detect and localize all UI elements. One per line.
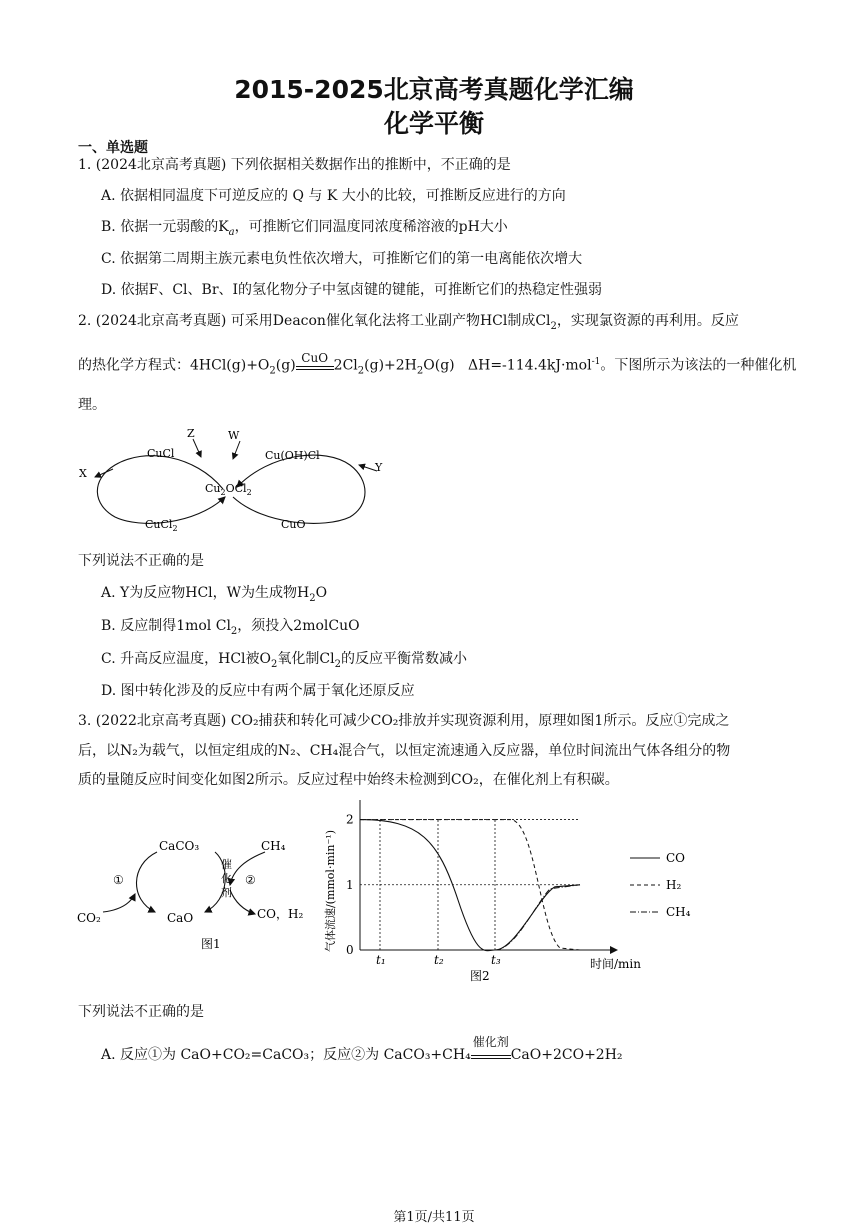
q2-prompt: 下列说法不正确的是 (78, 553, 204, 569)
figure-caption: 图2 (470, 969, 490, 983)
fig1-cat1: 催 (221, 858, 232, 871)
q2-catalyst-arrow (296, 350, 334, 370)
fig1-co2: CO₂ (77, 911, 101, 925)
q2-stem-b: ，实现氯资源的再利用。反应 (556, 313, 739, 329)
q2-b-text: B. 反应制得1mol Cl (101, 618, 231, 634)
fig1-cao: CaO (167, 911, 194, 925)
q2-dh-sup: -1 (591, 357, 601, 367)
q2-b-end: ，须投入2molCuO (237, 618, 360, 634)
section-heading: 一、单选题 (78, 140, 148, 156)
q1-option-b-sub: a (228, 226, 235, 238)
label-z: Z (187, 427, 195, 440)
q2-c-sub2: 2 (334, 658, 341, 670)
y-axis-label: 气体流速/(mmol·min⁻¹) (324, 830, 337, 953)
label-cu2ocl2: $Cu_2OCl_2$ (205, 482, 252, 497)
fig1-ch4: CH₄ (261, 839, 286, 853)
label-y: Y (375, 461, 383, 474)
q2-option-d: D. 图中转化涉及的反应中有两个属于氧化还原反应 (101, 683, 415, 699)
q3-a-text: A. 反应①为 CaO+CO₂=CaCO₃；反应②为 CaCO₃+CH₄ (101, 1047, 471, 1063)
q2-option-b (101, 615, 360, 637)
legend-label-3: CH₄ (666, 905, 691, 919)
fig1-caco3: CaCO₃ (159, 839, 200, 853)
q1-option-b-rest: ，可推断它们同温度同浓度稀溶液的pH大小 (234, 219, 508, 235)
q2-eq-e: O(g) (423, 357, 455, 374)
y-tick-2: 2 (346, 812, 354, 827)
q2-eq-a: 的热化学方程式：4HCl(g)+O (78, 357, 270, 374)
series-ch4 (495, 885, 580, 950)
x-tick-2: t₂ (434, 953, 444, 967)
q2-c-sub: 2 (271, 658, 278, 670)
q2-option-a (101, 582, 327, 604)
page-number: 第1页/共11页 (393, 1210, 475, 1225)
fig1-step1: ① (113, 873, 124, 887)
q2-c-end: 的反应平衡常数减小 (340, 651, 467, 667)
fig1-step2: ② (245, 873, 256, 887)
q2-b-sub: 2 (230, 625, 238, 637)
question-2-stem-line2: 的热化学方程式：$4HCl(g)+O_2(g)$ CuO $2Cl_2(g)+2H_2O(g)$ ΔH=-114.4kJ·mol$^{-1}$。下图所示为该法的一种催化机 (78, 352, 796, 381)
label-cucl: CuCl (147, 447, 175, 460)
q2-c-mid: 氧化制Cl (277, 651, 335, 667)
fig1-cat2: 化 (221, 872, 232, 885)
label-cuohcl: Cu(OH)Cl (265, 449, 320, 462)
q3-stem-line2: 后，以N₂为载气，以恒定组成的N₂、CH₄混合气，以恒定流速通入反应器，单位时间流出气体各组分的物 (78, 743, 731, 759)
q2-eq-f: 。下图所示为该法的一种催化机 (600, 357, 797, 374)
q3-prompt: 下列说法不正确的是 (78, 1004, 204, 1020)
label-cuo: CuO (281, 518, 306, 531)
q1-option-b-text: B. 依据一元弱酸的K (101, 219, 229, 235)
q2-eq-b: (g) (275, 357, 296, 374)
fig1-products: CO，H₂ (257, 907, 304, 921)
q2-eq-c: 2Cl (333, 357, 358, 374)
q2-a-end: O (315, 585, 328, 601)
q2-eq-d: (g)+2H (364, 357, 417, 374)
q3-stem-line3: 质的量随反应时间变化如图2所示。反应过程中始终未检测到CO₂，在催化剂上有积碳。 (78, 772, 619, 788)
y-tick-0: 0 (346, 943, 354, 957)
label-x: X (79, 467, 87, 480)
q3-catalyst: 催化剂 (472, 1035, 509, 1049)
q2-c-text: C. 升高反应温度，HCl被O (101, 651, 271, 667)
q1-option-b (101, 216, 508, 238)
q2-dh: ΔH=-114.4kJ·mol (468, 357, 592, 374)
q2-catalyst: CuO (301, 350, 329, 365)
q3-option-a (101, 1035, 623, 1064)
question-2-stem-line1 (78, 311, 739, 337)
q2-eq-sub: 2 (269, 365, 276, 377)
q2-mechanism-diagram (75, 425, 395, 540)
label-cucl2: CuCl$_2$ (145, 518, 178, 533)
q2-stem-sub: 2 (550, 320, 557, 332)
question-1-stem: 1. (2024北京高考真题) 下列依据相关数据作出的推断中，不正确的是 (78, 157, 511, 173)
q3-catalyst-arrow (471, 1035, 511, 1059)
q2-a-sub: 2 (309, 592, 316, 604)
page-title: 2015-2025北京高考真题化学汇编 (234, 75, 634, 104)
q1-option-d: D. 依据F、Cl、Br、I的氢化物分子中氢卤键的键能，可推断它们的热稳定性强弱 (101, 282, 603, 298)
fig1-caption: 图1 (201, 937, 221, 951)
x-tick-1: t₁ (376, 953, 386, 967)
q3-a-end: CaO+2CO+2H₂ (510, 1047, 623, 1063)
legend-label-1: CO (666, 851, 686, 865)
fig1-cat3: 剂 (221, 886, 232, 899)
q1-option-c: C. 依据第二周期主族元素电负性依次增大，可推断它们的第一电离能依次增大 (101, 251, 583, 267)
legend-label-2: H₂ (666, 878, 682, 892)
x-axis-label: 时间/min (590, 957, 641, 971)
q1-option-a: A. 依据相同温度下可逆反应的 Q 与 K 大小的比较，可推断反应进行的方向 (101, 188, 566, 204)
q2-stem-a: 2. (2024北京高考真题) 可采用Deacon催化氧化法将工业副产物HCl制成Cl (78, 313, 551, 329)
page-subtitle: 化学平衡 (383, 109, 484, 138)
q2-option-c (101, 648, 467, 670)
q2-a-text: A. Y为反应物HCl，W为生成物H (101, 585, 310, 601)
x-tick-3: t₃ (491, 953, 501, 967)
y-tick-1: 1 (346, 877, 354, 892)
x-axis-arrow (610, 946, 618, 954)
q3-figure-1 (75, 830, 325, 960)
q3-figure-2-chart (320, 800, 700, 990)
q3-stem-line1: 3. (2022北京高考真题) CO₂捕获和转化可减少CO₂排放并实现资源利用，原理如图1所示。反应①完成之 (78, 713, 730, 729)
label-w: W (228, 429, 240, 442)
question-2-stem-line3: 理。 (78, 397, 106, 413)
